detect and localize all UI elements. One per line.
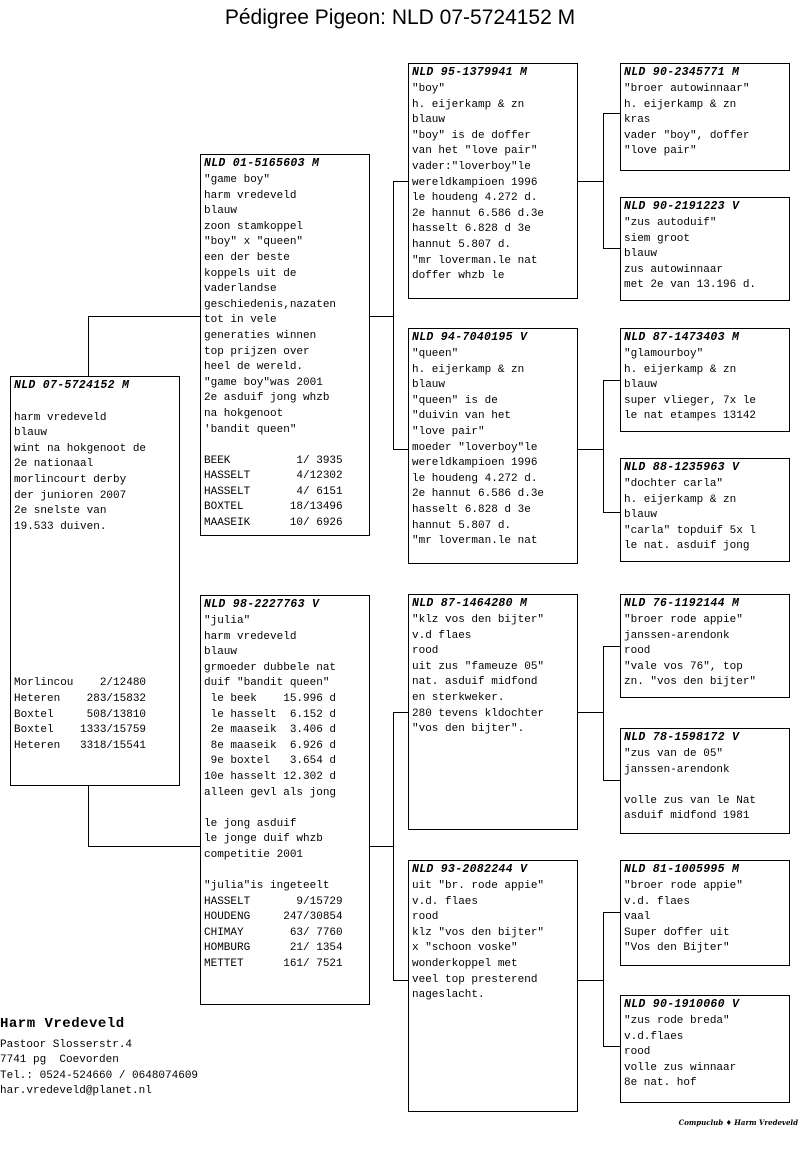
pigeon-info-line: blauw	[412, 114, 446, 127]
connector	[393, 449, 408, 450]
pigeon-info-line: blauw	[14, 427, 48, 440]
pigeon-info-line: "zus van de 05"	[624, 748, 724, 760]
pigeon-info-line: 2e snelste van	[14, 505, 107, 518]
connector	[603, 248, 620, 249]
pigeon-info-line: "broer autowinnaar"	[624, 83, 750, 95]
ring-number: NLD 78-1598172 V	[624, 731, 740, 744]
connector	[603, 646, 620, 647]
pigeon-card-mfm[interactable]	[620, 728, 790, 834]
pigeon-info-line: "Vos den Bijter"	[624, 942, 730, 955]
spacer	[14, 535, 176, 676]
pigeon-info-line: "dochter carla"	[624, 478, 724, 490]
connector	[88, 316, 89, 376]
pigeon-info-line: volle zus van le Nat	[624, 794, 757, 807]
race-result: CHIMAY 63/ 7760	[204, 926, 343, 939]
connector	[603, 646, 604, 780]
pigeon-info-line: "glamourboy"	[624, 348, 704, 360]
pigeon-info-line: 2e nationaal	[14, 458, 94, 471]
pigeon-info-line: harm vredeveld	[14, 411, 107, 424]
pigeon-info-line: uit "br. rode appie"	[412, 880, 545, 892]
pigeon-card-fmm[interactable]	[620, 458, 790, 562]
pigeon-info-line: vader:"loverboy"le	[412, 160, 531, 173]
connector	[603, 512, 620, 513]
pigeon-info-line: 'bandit queen"	[204, 423, 297, 436]
pigeon-info-line: "boy"	[412, 83, 446, 95]
pigeon-info-line: asduif midfond 1981	[624, 810, 750, 823]
race-result: HOUDENG 247/30854	[204, 911, 343, 924]
pigeon-info-line: janssen-arendonk	[624, 629, 730, 642]
connector	[577, 449, 603, 450]
pigeon-info-line: "zus autoduif"	[624, 217, 717, 229]
pigeon-info-line: super vlieger, 7x le	[624, 394, 757, 407]
page-title: Pédigree Pigeon: NLD 07-5724152 M	[224, 6, 576, 29]
connector	[393, 712, 394, 980]
pigeon-info-line	[624, 778, 786, 794]
pigeon-info-line: een der beste	[204, 251, 290, 264]
race-result: METTET 161/ 7521	[204, 958, 343, 971]
pigeon-info-line: "broer rode appie"	[624, 880, 743, 892]
race-result: BEEK 1/ 3935	[204, 454, 343, 467]
pigeon-info-line: 8e maaseik 6.926 d	[204, 739, 337, 752]
ring-number: NLD 01-5165603 M	[204, 157, 320, 170]
pigeon-info-line: "game boy"	[204, 174, 271, 186]
pigeon-info-line: x "schoon voske"	[412, 942, 518, 955]
pigeon-info-line: kras	[624, 114, 651, 127]
pigeon-info-line: blauw	[204, 646, 238, 659]
pigeon-info-line: der junioren 2007	[14, 489, 127, 502]
pigeon-info-line: 9e boxtel 3.654 d	[204, 755, 337, 768]
race-result: Morlincou 2/12480	[14, 677, 147, 690]
connector	[603, 380, 620, 381]
pigeon-card-mother[interactable]	[200, 595, 370, 1005]
pigeon-info-line: alleen gevl als jong	[204, 786, 337, 799]
pigeon-info-line: generaties winnen	[204, 329, 317, 342]
race-result: MAASEIK 10/ 6926	[204, 517, 343, 530]
pigeon-info-line: 2e hannut 6.586 d.3e	[412, 207, 545, 220]
pigeon-info-line: h. eijerkamp & zn	[624, 98, 737, 111]
pigeon-info-line: wereldkampioen 1996	[412, 176, 538, 189]
ring-number: NLD 76-1192144 M	[624, 597, 740, 610]
pigeon-info-line: le houdeng 4.272 d.	[412, 192, 538, 205]
pigeon-info-line: h. eijerkamp & zn	[412, 98, 525, 111]
pigeon-info-line: nat. asduif midfond	[412, 676, 538, 689]
pigeon-info-line: wereldkampioen 1996	[412, 457, 538, 470]
pigeon-info-line: uit zus "fameuze 05"	[412, 660, 545, 673]
pigeon-info-line: "mr loverman.le nat	[412, 254, 538, 267]
pigeon-card-ffm[interactable]	[620, 197, 790, 301]
pigeon-info-line: na hokgenoot	[204, 407, 284, 420]
race-result: Heteren 283/15832	[14, 692, 147, 705]
pigeon-info-line: rood	[624, 645, 651, 658]
pigeon-info-line: harm vredeveld	[204, 189, 297, 202]
pigeon-info-line: 2e maaseik 3.406 d	[204, 724, 337, 737]
pigeon-info-line: "game boy"was 2001	[204, 376, 323, 389]
pigeon-info-line: "zus rode breda"	[624, 1015, 730, 1027]
pigeon-info-line: "broer rode appie"	[624, 614, 743, 626]
pigeon-card-mmm[interactable]	[620, 995, 790, 1103]
pigeon-info-line: grmoeder dubbele nat	[204, 661, 337, 674]
connector	[393, 181, 408, 182]
pigeon-info-line: le houdeng 4.272 d.	[412, 472, 538, 485]
connector	[603, 912, 620, 913]
pigeon-info-line: le jonge duif whzb	[204, 833, 323, 846]
connector	[88, 786, 89, 846]
race-result: Boxtel 508/13810	[14, 708, 147, 721]
owner-address: Pastoor Slosserstr.4	[0, 1038, 133, 1051]
pigeon-info-line: h. eijerkamp & zn	[624, 493, 737, 506]
pigeon-card-father[interactable]	[200, 154, 370, 536]
ring-number: NLD 90-2345771 M	[624, 66, 740, 79]
pigeon-info-line: le hasselt 6.152 d	[204, 708, 337, 721]
pigeon-info-line: Super doffer uit	[624, 926, 730, 939]
pigeon-info-line: rood	[412, 911, 439, 924]
pigeon-info-line	[204, 801, 366, 817]
pigeon-info-line: "love pair"	[412, 425, 485, 438]
pigeon-info-line: nageslacht.	[412, 989, 485, 1002]
pigeon-info-line: v.d. flaes	[624, 895, 691, 908]
ring-number: NLD 90-2191223 V	[624, 200, 740, 213]
pigeon-info-line	[204, 864, 366, 880]
pigeon-info-line: en sterkweker.	[412, 691, 505, 704]
pigeon-info-line: zoon stamkoppel	[204, 220, 304, 233]
pigeon-info-line: blauw	[204, 205, 238, 218]
pigeon-info-line: h. eijerkamp & zn	[412, 363, 525, 376]
pigeon-info-line: "vale vos 76", top	[624, 660, 743, 673]
pigeon-info-line: zus autowinnaar	[624, 263, 724, 276]
connector	[393, 980, 408, 981]
pigeon-card-father-sire[interactable]	[408, 63, 578, 299]
pigeon-info-line: le beek 15.996 d	[204, 692, 337, 705]
pigeon-info-line: heel de wereld.	[204, 361, 304, 374]
connector	[603, 912, 604, 1046]
connector	[393, 712, 408, 713]
pigeon-info-line: vader "boy", doffer	[624, 129, 750, 142]
pigeon-info-line: h. eijerkamp & zn	[624, 363, 737, 376]
pigeon-card-fff[interactable]	[620, 63, 790, 171]
pigeon-info-line: van het "love pair"	[412, 145, 538, 158]
pigeon-info-line: harm vredeveld	[204, 630, 297, 643]
connector	[369, 846, 393, 847]
pigeon-info-line: v.d.flaes	[624, 1030, 684, 1043]
pigeon-info-line: "queen"	[412, 348, 459, 360]
pigeon-info-line: tot in vele	[204, 314, 277, 327]
pigeon-card-mmf[interactable]	[620, 860, 790, 966]
pigeon-info-line: 19.533 duiven.	[14, 520, 107, 533]
pigeon-info-line: blauw	[624, 379, 658, 392]
pigeon-info-line: "klz vos den bijter"	[412, 614, 545, 626]
connector	[577, 980, 603, 981]
ring-number: NLD 90-1910060 V	[624, 998, 740, 1011]
race-result: Heteren 3318/15541	[14, 739, 147, 752]
pigeon-info-line: morlincourt derby	[14, 473, 127, 486]
pigeon-info-line: siem groot	[624, 232, 691, 245]
pigeon-info-line: vaderlandse	[204, 283, 277, 296]
pigeon-info-line: hasselt 6.828 d 3e	[412, 503, 531, 516]
pigeon-info-line: top prijzen over	[204, 345, 310, 358]
owner-phone: Tel.: 0524-524660 / 0648074609	[0, 1069, 199, 1082]
pigeon-info-line: wonderkoppel met	[412, 957, 518, 970]
pigeon-info-line: koppels uit de	[204, 267, 297, 280]
pigeon-info-line: le nat. asduif jong	[624, 540, 750, 553]
pigeon-info-line: "love pair"	[624, 145, 697, 158]
owner-info	[0, 1017, 198, 1100]
pigeon-info-line: 2e asduif jong whzb	[204, 392, 330, 405]
pigeon-info-line: rood	[624, 1046, 651, 1059]
connector	[577, 181, 603, 182]
pigeon-info-line: "julia"	[204, 615, 251, 627]
ring-number: NLD 93-2082244 V	[412, 863, 528, 876]
ring-number: NLD 87-1473403 M	[624, 331, 740, 344]
pigeon-info-line: "vos den bijter".	[412, 723, 525, 736]
ring-number: NLD 95-1379941 M	[412, 66, 528, 79]
pigeon-info-line: "julia"is ingeteelt	[204, 880, 330, 893]
pigeon-card-mother-sire[interactable]	[408, 594, 578, 830]
pigeon-info-line: blauw	[412, 379, 446, 392]
connector	[88, 846, 200, 847]
pigeon-info-line: blauw	[624, 248, 658, 261]
pigeon-info-line: le jong asduif	[204, 817, 297, 830]
pigeon-info-line: hannut 5.807 d.	[412, 238, 512, 251]
pigeon-info-line	[14, 395, 176, 411]
connector	[369, 316, 393, 317]
pigeon-info-line: 280 tevens kldochter	[412, 707, 545, 720]
pigeon-info-line	[204, 438, 366, 454]
pigeon-card-subject[interactable]	[10, 376, 180, 786]
pigeon-info-line: "queen" is de	[412, 394, 498, 407]
pigeon-info-line: veel top presterend	[412, 973, 538, 986]
pigeon-info-line: v.d. flaes	[412, 895, 479, 908]
pigeon-info-line: 10e hasselt 12.302 d	[204, 770, 337, 783]
pigeon-info-line: 8e nat. hof	[624, 1077, 697, 1090]
race-result: HOMBURG 21/ 1354	[204, 942, 343, 955]
connector	[603, 113, 604, 248]
race-result: BOXTEL 18/13496	[204, 501, 343, 514]
pigeon-info-line: volle zus winnaar	[624, 1061, 737, 1074]
connector	[603, 780, 620, 781]
pigeon-card-fmf[interactable]	[620, 328, 790, 432]
pigeon-info-line: "duivin van het	[412, 410, 512, 423]
connector	[393, 181, 394, 449]
pigeon-info-line: "boy" is de doffer	[412, 129, 531, 142]
pigeon-info-line: competitie 2001	[204, 848, 304, 861]
pigeon-info-line: geschiedenis,nazaten	[204, 298, 337, 311]
pigeon-info-line: janssen-arendonk	[624, 763, 730, 776]
connector	[88, 316, 200, 317]
race-result: HASSELT 4/12302	[204, 470, 343, 483]
pigeon-info-line: klz "vos den bijter"	[412, 926, 545, 939]
pigeon-info-line: 2e hannut 6.586 d.3e	[412, 488, 545, 501]
race-result: Boxtel 1333/15759	[14, 724, 147, 737]
pigeon-info-line: wint na hokgenoot de	[14, 442, 147, 455]
pigeon-card-mff[interactable]	[620, 594, 790, 698]
ring-number: NLD 88-1235963 V	[624, 461, 740, 474]
owner-email[interactable]: har.vredeveld@planet.nl	[0, 1085, 152, 1098]
owner-city: 7741 pg Coevorden	[0, 1054, 119, 1067]
pigeon-card-mother-dam[interactable]	[408, 860, 578, 1112]
pigeon-info-line: moeder "loverboy"le	[412, 441, 538, 454]
connector	[603, 380, 604, 512]
connector	[577, 712, 603, 713]
pigeon-info-line: v.d flaes	[412, 629, 472, 642]
pigeon-info-line: met 2e van 13.196 d.	[624, 279, 757, 292]
pigeon-info-line: hannut 5.807 d.	[412, 519, 512, 532]
pigeon-info-line: vaal	[624, 911, 651, 924]
pigeon-info-line: rood	[412, 645, 439, 658]
ring-number: NLD 94-7040195 V	[412, 331, 528, 344]
pigeon-info-line: "boy" x "queen"	[204, 236, 304, 249]
ring-number: NLD 07-5724152 M	[14, 379, 130, 392]
pigeon-info-line: "mr loverman.le nat	[412, 535, 538, 548]
connector	[603, 113, 620, 114]
ring-number: NLD 87-1464280 M	[412, 597, 528, 610]
connector	[603, 1046, 620, 1047]
pigeon-info-line: doffer whzb le	[412, 270, 505, 283]
race-result: HASSELT 4/ 6151	[204, 485, 343, 498]
pigeon-info-line: "carla" topduif 5x l	[624, 524, 757, 537]
credit-text: Compuclub ♦ Harm Vredeveld	[678, 1118, 798, 1127]
pigeon-info-line: duif "bandit queen"	[204, 677, 330, 690]
pigeon-info-line: le nat etampes 13142	[624, 410, 757, 423]
pigeon-info-line: hasselt 6.828 d 3e	[412, 223, 531, 236]
race-result: HASSELT 9/15729	[204, 895, 343, 908]
owner-name: Harm Vredeveld	[0, 1016, 125, 1032]
pigeon-card-father-dam[interactable]	[408, 328, 578, 564]
pigeon-info-line: blauw	[624, 509, 658, 522]
ring-number: NLD 81-1005995 M	[624, 863, 740, 876]
ring-number: NLD 98-2227763 V	[204, 598, 320, 611]
pigeon-info-line: zn. "vos den bijter"	[624, 676, 757, 689]
